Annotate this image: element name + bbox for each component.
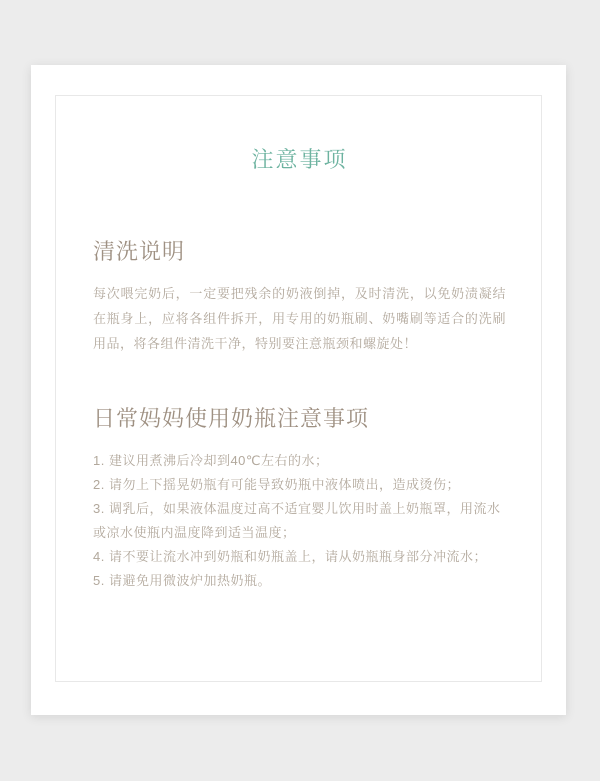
cleaning-instructions-text: 每次喂完奶后，一定要把残余的奶液倒掉，及时清洗，以免奶渍凝结在瓶身上，应将各组件拆开，用专用的奶瓶刷、奶嘴刷等适合的洗刷用品，将各组件清洗干净，特别要注意瓶颈和螺旋处！ bbox=[93, 286, 506, 351]
list-item: 3. 调乳后，如果液体温度过高不适宜婴儿饮用时盖上奶瓶罩，用流水或凉水使瓶内温度降到适当温度； bbox=[93, 501, 501, 540]
list-item: 2. 请勿上下摇晃奶瓶有可能导致奶瓶中液体喷出，造成烫伤； bbox=[93, 477, 460, 492]
content-card bbox=[31, 65, 566, 715]
usage-notes-list bbox=[93, 449, 506, 593]
usage-section-heading: 日常妈妈使用奶瓶注意事项 bbox=[93, 406, 370, 431]
section-usage-notes bbox=[93, 404, 506, 593]
cleaning-section-heading: 清洗说明 bbox=[93, 239, 186, 264]
page-title: 注意事项 bbox=[251, 147, 348, 172]
card-content bbox=[93, 65, 506, 593]
list-item: 5. 请避免用微波炉加热奶瓶。 bbox=[93, 573, 271, 588]
section-cleaning bbox=[93, 237, 506, 356]
list-item: 1. 建议用煮沸后冷却到40℃左右的水； bbox=[93, 453, 329, 468]
list-item: 4. 请不要让流水冲到奶瓶和奶瓶盖上，请从奶瓶瓶身部分冲流水； bbox=[93, 549, 487, 564]
